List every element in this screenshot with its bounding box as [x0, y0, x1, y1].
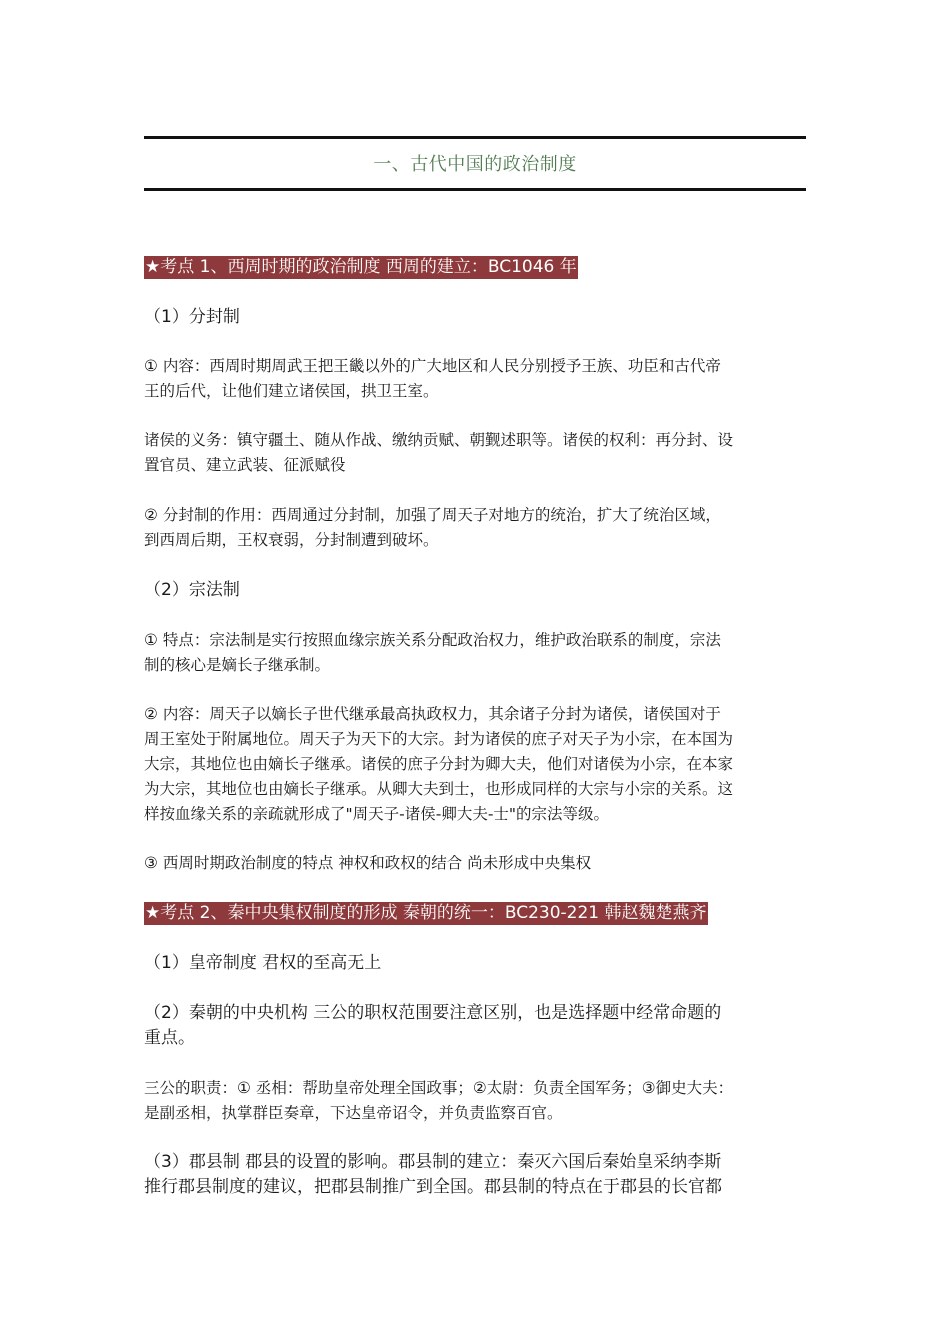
text-line: 重点。	[144, 1028, 195, 1048]
text-line: （2）秦朝的中央机构 三公的职权范围要注意区别，也是选择题中经常命题的	[144, 1003, 722, 1023]
kaodian-1-banner: ★考点 1、西周时期的政治制度 西周的建立：BC1046 年	[145, 257, 577, 277]
page-title: 一、古代中国的政治制度	[373, 154, 577, 175]
text-line: ② 内容：周天子以嫡长子世代继承最高执政权力，其余诸子分封为诸侯，诸侯国对于	[144, 705, 721, 723]
text-line: 样按血缘关系的亲疏就形成了"周天子-诸侯-卿大夫-士"的宗法等级。	[144, 805, 610, 823]
title-bottom-rule	[144, 188, 806, 191]
text-line: （3）郡县制 郡县的设置的影响。郡县制的建立：秦灭六国后秦始皇采纳李斯	[144, 1152, 722, 1172]
text-line: ① 内容：西周时期周武王把王畿以外的广大地区和人民分别授予王族、功臣和古代帝	[144, 357, 721, 375]
text-line: 王的后代，让他们建立诸侯国，拱卫王室。	[144, 382, 439, 400]
zhuhou-duties-paragraph	[144, 428, 806, 478]
text-line: 三公的职责：① 丞相：帮助皇帝处理全国政事；②太尉：负责全国军务；③御史大夫：	[144, 1079, 734, 1097]
xizhou-feature-paragraph: ③ 西周时期政治制度的特点 神权和政权的结合 尚未形成中央集权	[144, 854, 592, 872]
text-line: 为大宗，其地位也由嫡长子继承。从卿大夫到士，也形成同样的大宗与小宗的关系。这	[144, 780, 734, 798]
text-line: ① 特点：宗法制是实行按照血缘宗族关系分配政治权力，维护政治联系的制度，宗法	[144, 631, 721, 649]
fengjian-content-paragraph	[144, 354, 806, 404]
section-junxian-heading	[144, 1150, 806, 1200]
text-line: 到西周后期，王权衰弱，分封制遭到破坏。	[144, 531, 439, 549]
top-rule	[144, 136, 806, 139]
zongfa-feature-paragraph	[144, 628, 806, 678]
section-huangdi-heading: （1）皇帝制度 君权的至高无上	[144, 953, 382, 973]
fengjian-effect-paragraph	[144, 503, 806, 553]
zongfa-content-paragraph	[144, 702, 806, 827]
kaodian-2-banner: ★考点 2、秦中央集权制度的形成 秦朝的统一：BC230-221 韩赵魏楚燕齐	[145, 903, 707, 923]
text-line: 大宗，其地位也由嫡长子继承。诸侯的庶子分封为卿大夫，他们对诸侯为小宗，在本家	[144, 755, 734, 773]
section-central-org-heading	[144, 1001, 806, 1051]
text-line: 诸侯的义务：镇守疆土、随从作战、缴纳贡赋、朝觐述职等。诸侯的权利：再分封、设	[144, 431, 734, 449]
text-line: 制的核心是嫡长子继承制。	[144, 656, 331, 674]
sangong-duties-paragraph	[144, 1076, 806, 1126]
text-line: 推行郡县制度的建议，把郡县制推广到全国。郡县制的特点在于郡县的长官都	[144, 1177, 722, 1197]
section-fengjian-heading: （1）分封制	[144, 307, 240, 327]
text-line: 周王室处于附属地位。周天子为天下的大宗。封为诸侯的庶子对天子为小宗，在本国为	[144, 730, 734, 748]
text-line: ② 分封制的作用：西周通过分封制，加强了周天子对地方的统治，扩大了统治区域，	[144, 506, 721, 524]
text-line: 是副丞相，执掌群臣奏章，下达皇帝诏令，并负责监察百官。	[144, 1104, 563, 1122]
section-zongfa-heading: （2）宗法制	[144, 580, 240, 600]
text-line: 置官员、建立武装、征派赋役	[144, 456, 346, 474]
